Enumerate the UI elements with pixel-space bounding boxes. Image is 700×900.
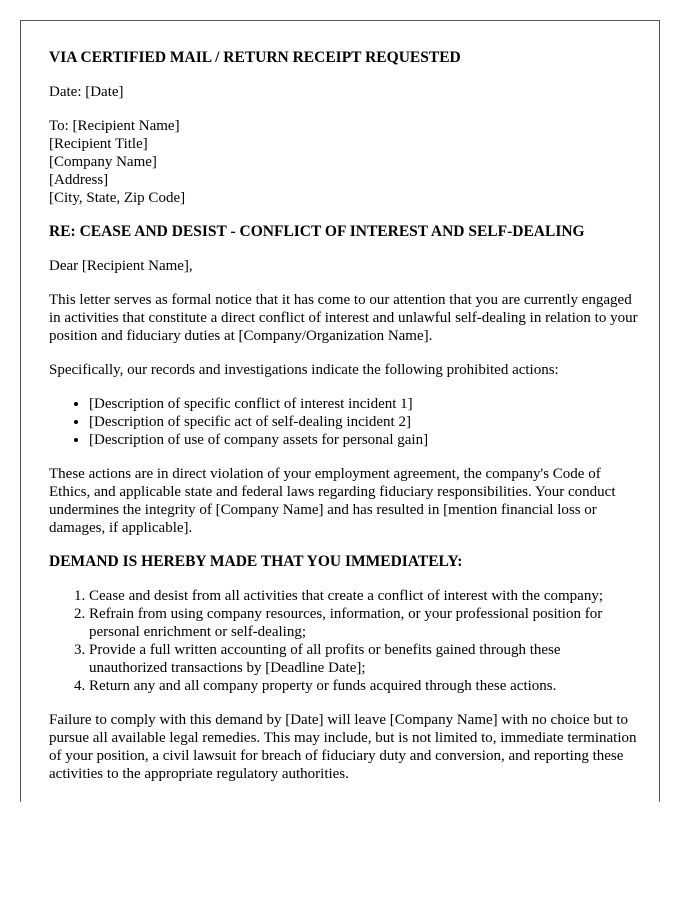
prohibited-actions-list <box>49 395 639 449</box>
prohibited-action-item: • [Description of specific conflict of interest incident 1] <box>89 395 639 413</box>
demand-item: 4. Return any and all company property or funds acquired through these actions. <box>89 677 639 695</box>
demand-heading: DEMAND IS HEREBY MADE THAT YOU IMMEDIATELY: <box>49 553 463 570</box>
consequences-paragraph: Failure to comply with this demand by [Date] will leave [Company Name] with no choice but to pursue all available legal remedies. This may include, but is not limited to, immediate termination of your position, a civil lawsuit for breach of fiduciary duty and conversion, and reporting these activities to the appropriate regulatory authorities. <box>49 712 637 782</box>
recipient-name: To: [Recipient Name] <box>49 118 180 134</box>
salutation: Dear [Recipient Name], <box>49 258 193 274</box>
demand-item: 1. Cease and desist from all activities that create a conflict of interest with the company; <box>89 587 639 605</box>
date-line: Date: [Date] <box>49 84 124 100</box>
prohibited-action-item: • [Description of use of company assets for personal gain] <box>89 431 639 449</box>
recipient-title: [Recipient Title] <box>49 136 148 152</box>
subject-line: RE: CEASE AND DESIST - CONFLICT OF INTEREST AND SELF-DEALING <box>49 223 585 240</box>
recipient-company: [Company Name] <box>49 154 157 170</box>
letter-content <box>49 49 639 799</box>
prohibited-action-item: • [Description of specific act of self-dealing incident 2] <box>89 413 639 431</box>
recipient-address-block <box>49 117 639 207</box>
violation-paragraph: These actions are in direct violation of your employment agreement, the company's Code of Ethics, and applicable state and federal laws regarding fiduciary responsibilities. Your conduct undermines the integrity of [Company Name] and has resulted in [mention financial loss or damages, if applicable]. <box>49 466 616 536</box>
recipient-address: [Address] <box>49 172 109 188</box>
demands-list <box>49 587 639 695</box>
notice-paragraph: This letter serves as formal notice that it has come to our attention that you are currently engaged in activities that constitute a direct conflict of interest and unlawful self-dealing in relation to your position and fiduciary duties at [Company/Organization Name]. <box>49 292 638 344</box>
recipient-city-state-zip: [City, State, Zip Code] <box>49 190 186 206</box>
mailing-notice: VIA CERTIFIED MAIL / RETURN RECEIPT REQUESTED <box>49 49 461 66</box>
actions-intro-paragraph: Specifically, our records and investigations indicate the following prohibited actions: <box>49 362 559 378</box>
letter-page <box>20 20 660 802</box>
demand-item: 3. Provide a full written accounting of all profits or benefits gained through these unauthorized transactions by [Deadline Date]; <box>89 641 639 677</box>
demand-item: 2. Refrain from using company resources, information, or your professional position for personal enrichment or self-dealing; <box>89 605 639 641</box>
